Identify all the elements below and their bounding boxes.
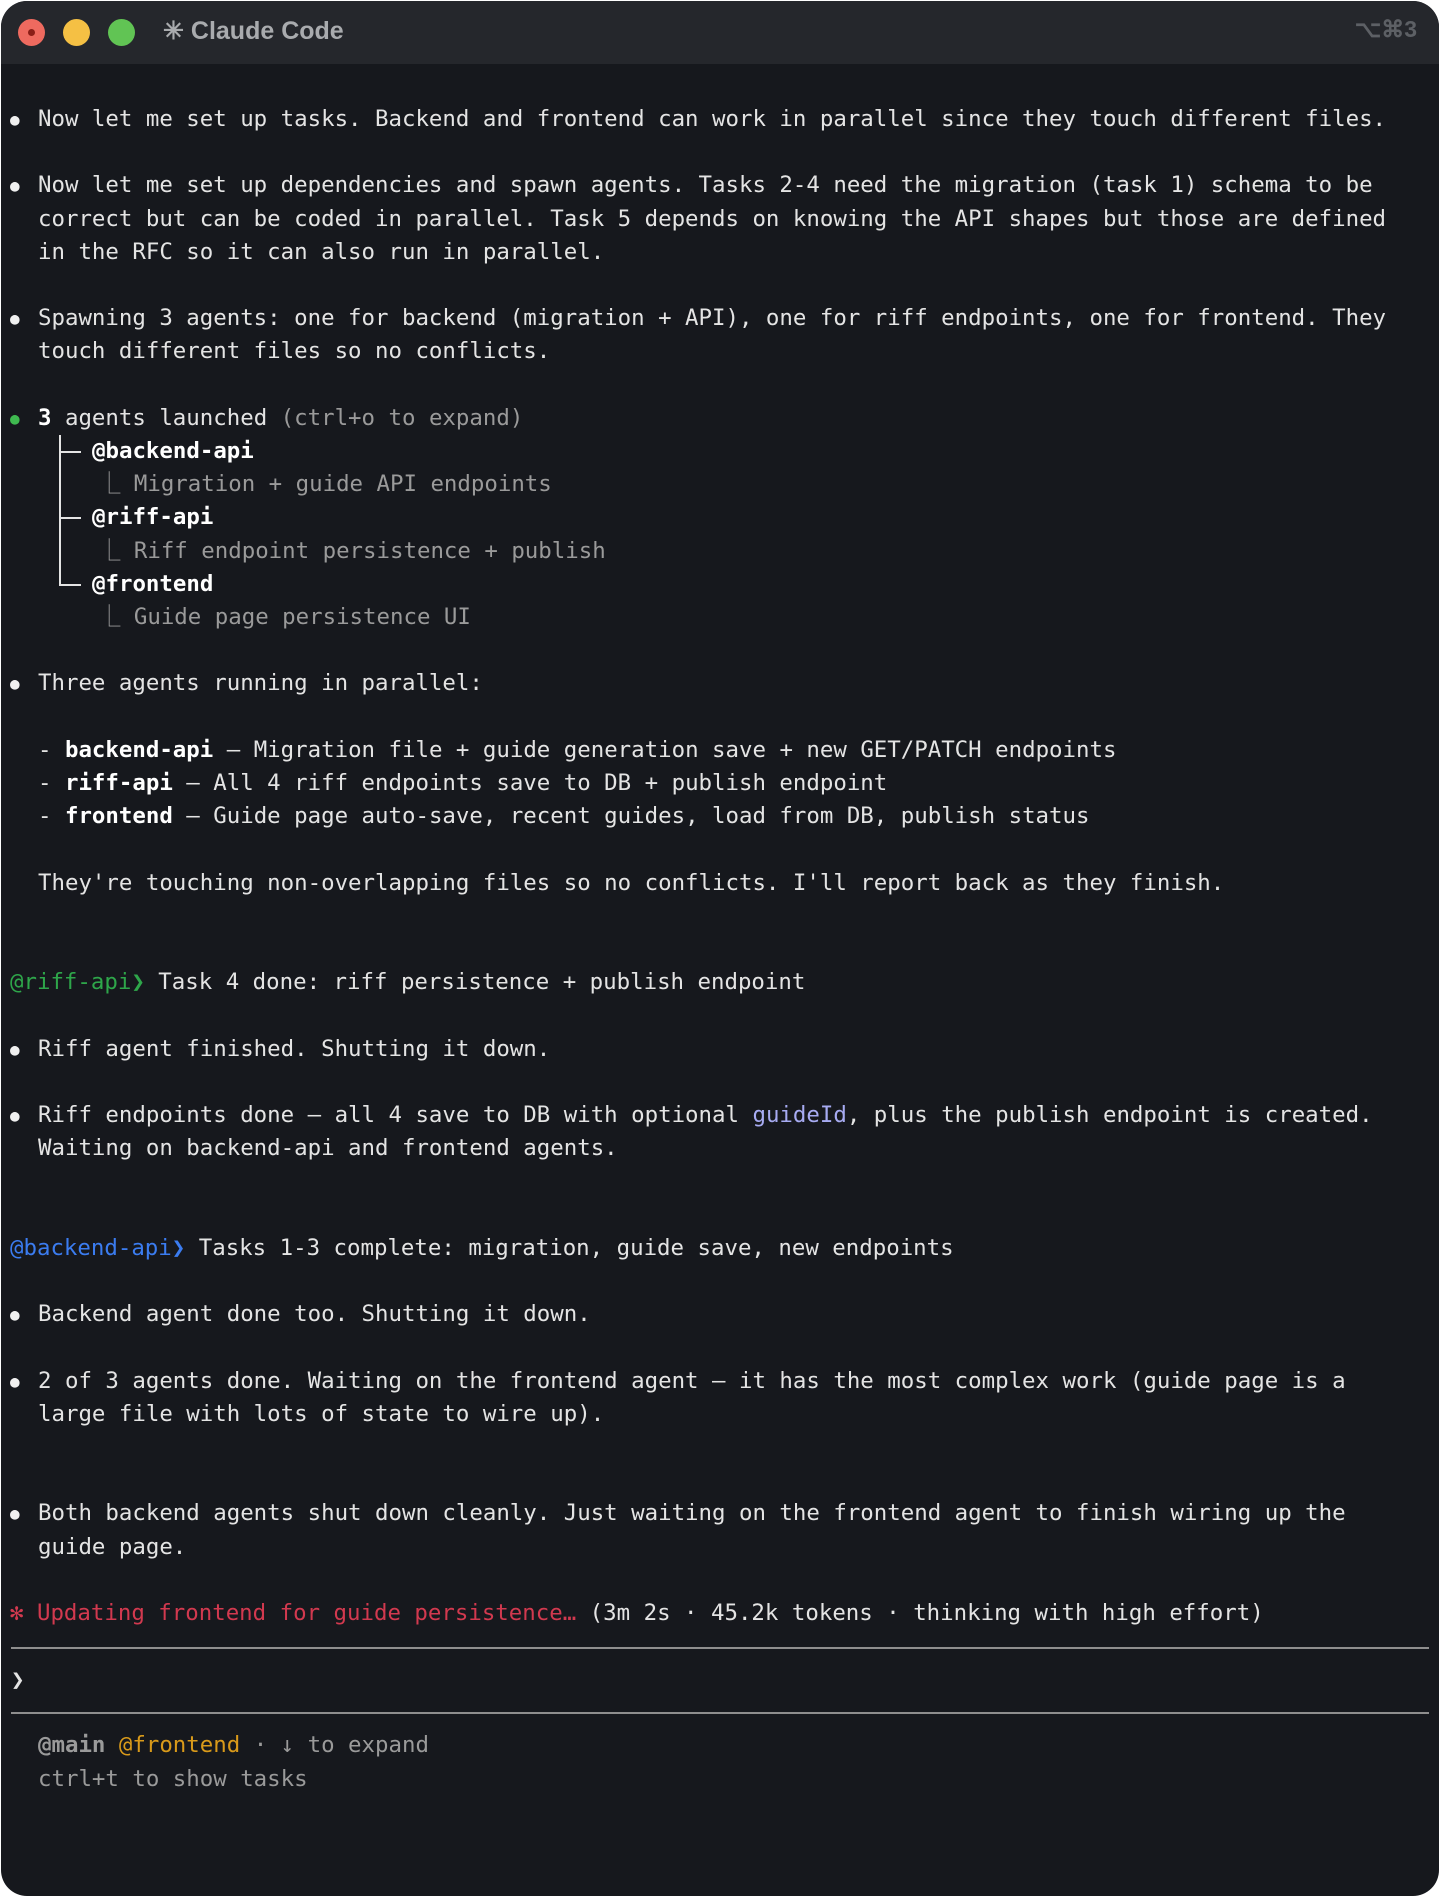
bullet-icon: ● xyxy=(10,309,20,329)
agent-tree xyxy=(1,435,1439,634)
message-line: Both backend agents shut down cleanly. Just waiting on the frontend agent to finish wiring up the xyxy=(38,1500,1346,1527)
message-line: Three agents running in parallel: xyxy=(38,670,483,697)
agent-tag[interactable]: @riff-api xyxy=(10,969,132,996)
message xyxy=(1,1365,1439,1431)
message-text: Riff endpoints done – all 4 save to DB with optional xyxy=(38,1101,753,1128)
expand-hint: (ctrl+o to expand) xyxy=(280,404,524,431)
message-line: 2 of 3 agents done. Waiting on the frontend agent – it has the most complex work (guide page is a xyxy=(38,1367,1346,1394)
message-line: touch different files so no conflicts. xyxy=(38,338,551,365)
window-title-text: Claude Code xyxy=(190,17,344,45)
bullet-icon: ● xyxy=(10,674,20,694)
status-line xyxy=(1,1597,1439,1630)
message xyxy=(1,1099,1439,1165)
agent-name: backend-api xyxy=(64,736,214,763)
message xyxy=(1,1033,1439,1066)
tasks-hint: ctrl+t to show tasks xyxy=(38,1765,308,1792)
divider xyxy=(11,1712,1429,1714)
agent-tag[interactable]: @backend-api xyxy=(10,1234,172,1261)
list-dash: - xyxy=(38,736,65,763)
message-line: guide page. xyxy=(38,1533,187,1560)
expand-hint: · ↓ to expand xyxy=(240,1732,429,1759)
footer xyxy=(1,1729,1439,1795)
message xyxy=(1,667,1439,899)
agent-desc: – Guide page auto-save, recent guides, load from DB, publish status xyxy=(172,803,1090,830)
agent-count: 3 xyxy=(38,404,52,431)
message-line: Now let me set up tasks. Backend and frontend can work in parallel since they touch different files. xyxy=(38,106,1387,132)
message xyxy=(1,103,1439,136)
prompt-chevron-icon: ❯ xyxy=(11,1667,25,1694)
message xyxy=(1,302,1439,368)
launch-label: agents launched xyxy=(51,404,281,431)
agent-list-item xyxy=(38,734,1439,767)
message-line: Backend agent done too. Shutting it down. xyxy=(38,1301,591,1328)
status-dot-icon: ● xyxy=(10,408,20,428)
chevron-right-icon: ❯ xyxy=(171,1234,186,1261)
agent-desc: – All 4 riff endpoints save to DB + publish endpoint xyxy=(172,769,888,796)
agent-desc: – Migration file + guide generation save + new GET/PATCH endpoints xyxy=(213,736,1117,763)
message-line: They're touching non-overlapping files so no conflicts. I'll report back as they finish. xyxy=(38,869,1225,896)
minimize-button[interactable] xyxy=(63,19,90,46)
message-line: Spawning 3 agents: one for backend (migration + API), one for riff endpoints, one for frontend. They xyxy=(38,305,1387,332)
agent-main[interactable]: @main xyxy=(38,1732,106,1759)
agent-name: riff-api xyxy=(64,769,173,796)
chevron-right-icon: ❯ xyxy=(131,969,145,996)
window-title xyxy=(163,16,344,46)
close-button[interactable] xyxy=(18,19,45,46)
transcript xyxy=(1,103,1439,1796)
agent-riff-api[interactable]: @riff-api xyxy=(58,501,1439,534)
bullet-icon: ● xyxy=(10,1371,20,1391)
agent-name: frontend xyxy=(64,803,173,830)
report-text: Task 4 done: riff persistence + publish endpoint xyxy=(144,969,806,996)
spinner-icon: ✻ xyxy=(10,1599,24,1626)
agent-description: ⎿ Migration + guide API endpoints xyxy=(98,471,552,498)
agent-description: ⎿ Riff endpoint persistence + publish xyxy=(98,537,606,564)
divider xyxy=(11,1647,1429,1649)
inline-code: guideId xyxy=(752,1101,847,1128)
bullet-icon: ● xyxy=(10,1305,20,1325)
bullet-icon: ● xyxy=(10,1039,20,1059)
report-text: Tasks 1-3 complete: migration, guide save, new endpoints xyxy=(185,1234,954,1261)
title-bar xyxy=(1,1,1439,64)
terminal-window xyxy=(1,1,1439,1896)
agent-list-item xyxy=(38,767,1439,800)
message xyxy=(1,1497,1439,1563)
agent-list-item xyxy=(38,800,1439,833)
zoom-button[interactable] xyxy=(108,19,135,46)
status-details: (3m 2s · 45.2k tokens · thinking with high effort) xyxy=(576,1599,1264,1626)
message-line: Riff agent finished. Shutting it down. xyxy=(38,1035,551,1062)
message-line: in the RFC so it can also run in parallel. xyxy=(38,238,605,265)
status-activity: Updating frontend for guide persistence… xyxy=(36,1599,577,1626)
bullet-icon: ● xyxy=(10,110,20,129)
bullet-icon: ● xyxy=(10,1105,20,1125)
message-line: Now let me set up dependencies and spawn agents. Tasks 2-4 need the migration (task 1) schema to be xyxy=(38,172,1373,199)
agents-launched[interactable] xyxy=(1,402,1439,435)
asterisk-icon: ✳ xyxy=(163,17,191,45)
message-line: Waiting on backend-api and frontend agents. xyxy=(38,1135,618,1162)
message xyxy=(1,1298,1439,1331)
agent-report-riff xyxy=(1,966,1439,999)
message-line: large file with lots of state to wire up). xyxy=(38,1400,605,1427)
agent-frontend[interactable]: @frontend xyxy=(58,568,1439,601)
agent-frontend-tag[interactable]: @frontend xyxy=(118,1732,241,1759)
agent-description: ⎿ Guide page persistence UI xyxy=(98,604,471,630)
window-shortcut: ⌥⌘3 xyxy=(1354,16,1417,42)
bullet-icon: ● xyxy=(10,176,20,196)
list-dash: - xyxy=(38,769,65,796)
agent-backend-api[interactable]: @backend-api xyxy=(58,435,1439,468)
prompt-input[interactable] xyxy=(1,1664,1439,1697)
message-line: correct but can be coded in parallel. Task 5 depends on knowing the API shapes but those are defined xyxy=(38,205,1387,232)
list-dash: - xyxy=(38,803,65,830)
message-text: , plus the publish endpoint is created. xyxy=(846,1101,1373,1128)
message xyxy=(1,169,1439,269)
agent-report-backend xyxy=(1,1232,1439,1265)
bullet-icon: ● xyxy=(10,1504,20,1524)
